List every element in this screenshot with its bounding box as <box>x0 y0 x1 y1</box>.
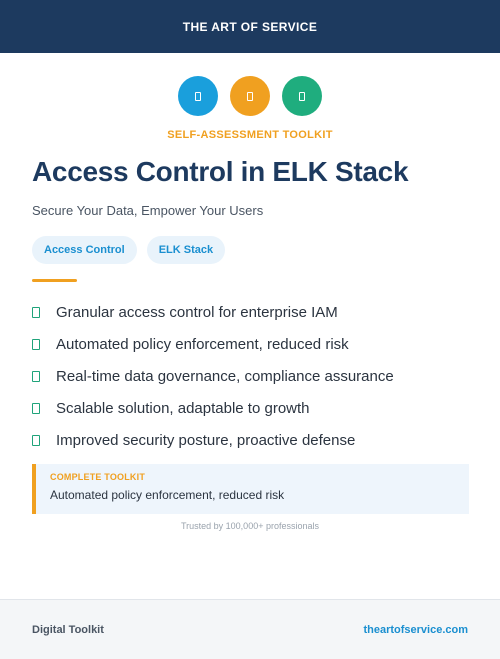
icon-row <box>0 76 500 116</box>
feature-list <box>32 296 472 456</box>
toolkit-callout <box>32 464 469 514</box>
footer-label: Digital Toolkit <box>32 623 104 636</box>
feature-text: Scalable solution, adaptable to growth <box>56 399 310 417</box>
accent-divider <box>32 279 77 282</box>
feature-text: Real-time data governance, compliance assurance <box>56 367 394 385</box>
list-item <box>32 360 472 392</box>
tag-access-control: Access Control <box>32 236 137 264</box>
callout-label: COMPLETE TOOLKIT <box>50 472 146 482</box>
footer <box>0 599 500 659</box>
check-icon <box>32 371 40 382</box>
icon-circle-green <box>282 76 322 116</box>
list-item <box>32 424 472 456</box>
list-item <box>32 296 472 328</box>
eyebrow-label: SELF-ASSESSMENT TOOLKIT <box>167 129 333 141</box>
list-item <box>32 328 472 360</box>
list-item <box>32 392 472 424</box>
page-title: Access Control in ELK Stack <box>32 156 409 187</box>
icon-circle-blue <box>178 76 218 116</box>
tag-elk-stack: ELK Stack <box>147 236 225 264</box>
page-subtitle: Secure Your Data, Empower Your Users <box>32 203 264 218</box>
brand-title: THE ART OF SERVICE <box>182 19 318 34</box>
check-icon <box>32 307 40 318</box>
website-link[interactable]: theartofservice.com <box>363 623 468 636</box>
feature-text: Granular access control for enterprise IAM <box>56 303 338 321</box>
feature-text: Automated policy enforcement, reduced risk <box>56 335 349 353</box>
trust-note: Trusted by 100,000+ professionals <box>180 521 319 531</box>
icon-circle-orange <box>230 76 270 116</box>
check-icon <box>32 339 40 350</box>
tag-list <box>32 236 225 264</box>
document-icon <box>247 92 253 101</box>
callout-text: Automated policy enforcement, reduced risk <box>50 488 285 502</box>
document-icon <box>299 92 305 101</box>
document-icon <box>195 92 201 101</box>
feature-text: Improved security posture, proactive defense <box>56 431 356 449</box>
check-icon <box>32 435 40 446</box>
top-banner <box>0 0 500 53</box>
check-icon <box>32 403 40 414</box>
